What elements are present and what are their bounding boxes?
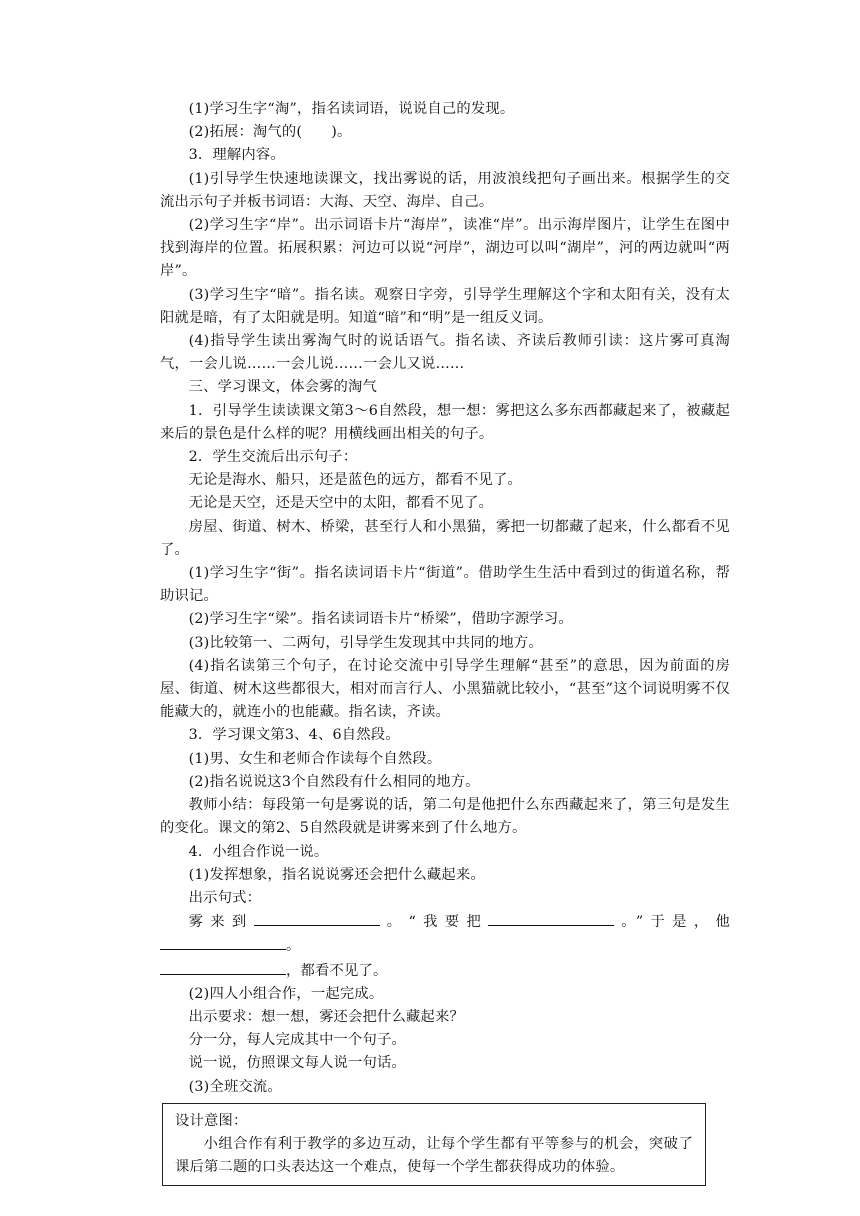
paragraph: 出示句式：	[188, 889, 262, 906]
section-heading: 三、学习课文，体会雾的淘气	[188, 379, 378, 396]
paragraph: (2)拓展：淘气的( )。	[188, 124, 352, 141]
fill-text: 。“我要把	[379, 914, 489, 931]
paragraph: (4)指名读第三个句子，在讨论交流中引导学生理解“甚至”的意思，因为前面的房屋、街道、树木这些都很大，相对而言行人、小黑猫就比较小，“甚至”这个词说明雾不仅能藏大的，就连小的也能藏。指名读，齐读。	[160, 657, 730, 721]
paragraph: (1)学习生字“街”。指名读词语卡片“街道”。借助学生生活中看到过的街道名称，帮助识记。	[160, 565, 730, 605]
example-sentence: 无论是海水、船只，还是蓝色的远方，都看不见了。	[188, 472, 523, 489]
paragraph: 2．学生交流后出示句子：	[188, 449, 358, 466]
fill-text: ，都看不见了。	[286, 962, 388, 979]
design-intent-body: 小组合作有利于教学的多边互动，让每个学生都有平等参与的机会，突破了课后第二题的口头表达这一个难点，使每一个学生都获得成功的体验。	[175, 1135, 693, 1176]
fill-blank	[254, 910, 380, 926]
paragraph: (2)学习生字“岸”。出示词语卡片“海岸”，读准“岸”。出示海岸图片，让学生在图中找到海岸的位置。拓展积累：河边可以说“河岸”，湖边可以叫“湖岸”，河的两边就叫“两岸”。	[160, 217, 730, 280]
design-intent-box	[162, 1103, 706, 1187]
paragraph: (1)学习生字“淘”，指名读词语，说说自己的发现。	[188, 101, 515, 117]
paragraph: 4．小组合作说一说。	[188, 843, 329, 860]
paragraph: (3)学习生字“暗”。指名读。观察日字旁，引导学生理解这个字和太阳有关，没有太阳就是暗，有了太阳就是明。知道“暗”和“明”是一组反义词。	[160, 286, 730, 326]
paragraph: 说一说，仿照课文每人说一句话。	[188, 1055, 407, 1072]
paragraph: (3)比较第一、二两句，引导学生发现其中共同的地方。	[188, 634, 543, 651]
fill-text: 。”于是，他	[614, 914, 731, 931]
paragraph: (1)发挥想象，指名说说雾还会把什么藏起来。	[188, 866, 485, 883]
document-page	[160, 98, 730, 1186]
fill-blank	[488, 910, 614, 926]
paragraph: (1)引导学生快速地读课文，找出雾说的话，用波浪线把句子画出来。根据学生的交流出示句子并板书词语：大海、天空、海岸、自己。	[160, 170, 730, 210]
paragraph: 教师小结：每段第一句是雾说的话，第二句是他把什么东西藏起来了，第三句是发生的变化。课文的第2、5自然段就是讲雾来到了什么地方。	[160, 797, 730, 837]
paragraph: 3．学习课文第3、4、6自然段。	[188, 727, 400, 744]
paragraph: 3．理解内容。	[188, 147, 285, 164]
paragraph: 分一分，每人完成其中一个句子。	[188, 1032, 407, 1049]
design-intent-title: 设计意图：	[175, 1112, 248, 1129]
fill-text: 。	[286, 938, 301, 955]
fill-in-sentence	[160, 910, 730, 958]
fill-blank	[160, 959, 286, 975]
example-sentence: 无论是天空，还是天空中的太阳，都看不见了。	[188, 495, 494, 512]
paragraph: (4)指导学生读出雾淘气时的说话语气。指名读、齐读后教师引读：这片雾可真淘气，一会儿说……一会儿说……一会儿又说……	[160, 333, 730, 373]
fill-blank	[160, 934, 286, 950]
paragraph: (2)指名说说这3个自然段有什么相同的地方。	[188, 773, 480, 790]
paragraph: (2)四人小组合作，一起完成。	[188, 985, 384, 1002]
paragraph: (3)全班交流。	[188, 1078, 282, 1095]
paragraph: (2)学习生字“梁”。指名读词语卡片“桥梁”，借助字源学习。	[188, 611, 573, 628]
fill-text: 雾来到	[188, 914, 254, 931]
paragraph: 出示要求：想一想，雾还会把什么藏起来？	[188, 1008, 465, 1025]
example-sentence: 房屋、街道、树木、桥梁，甚至行人和小黑猫，雾把一切都藏了起来，什么都看不见了。	[160, 518, 730, 558]
paragraph: (1)男、女生和老师合作读每个自然段。	[188, 750, 442, 767]
fill-in-sentence	[160, 959, 730, 983]
paragraph: 1．引导学生读读课文第3～6自然段，想一想：雾把这么多东西都藏起来了，被藏起来后的景色是什么样的呢？用横线画出相关的句子。	[160, 402, 730, 442]
